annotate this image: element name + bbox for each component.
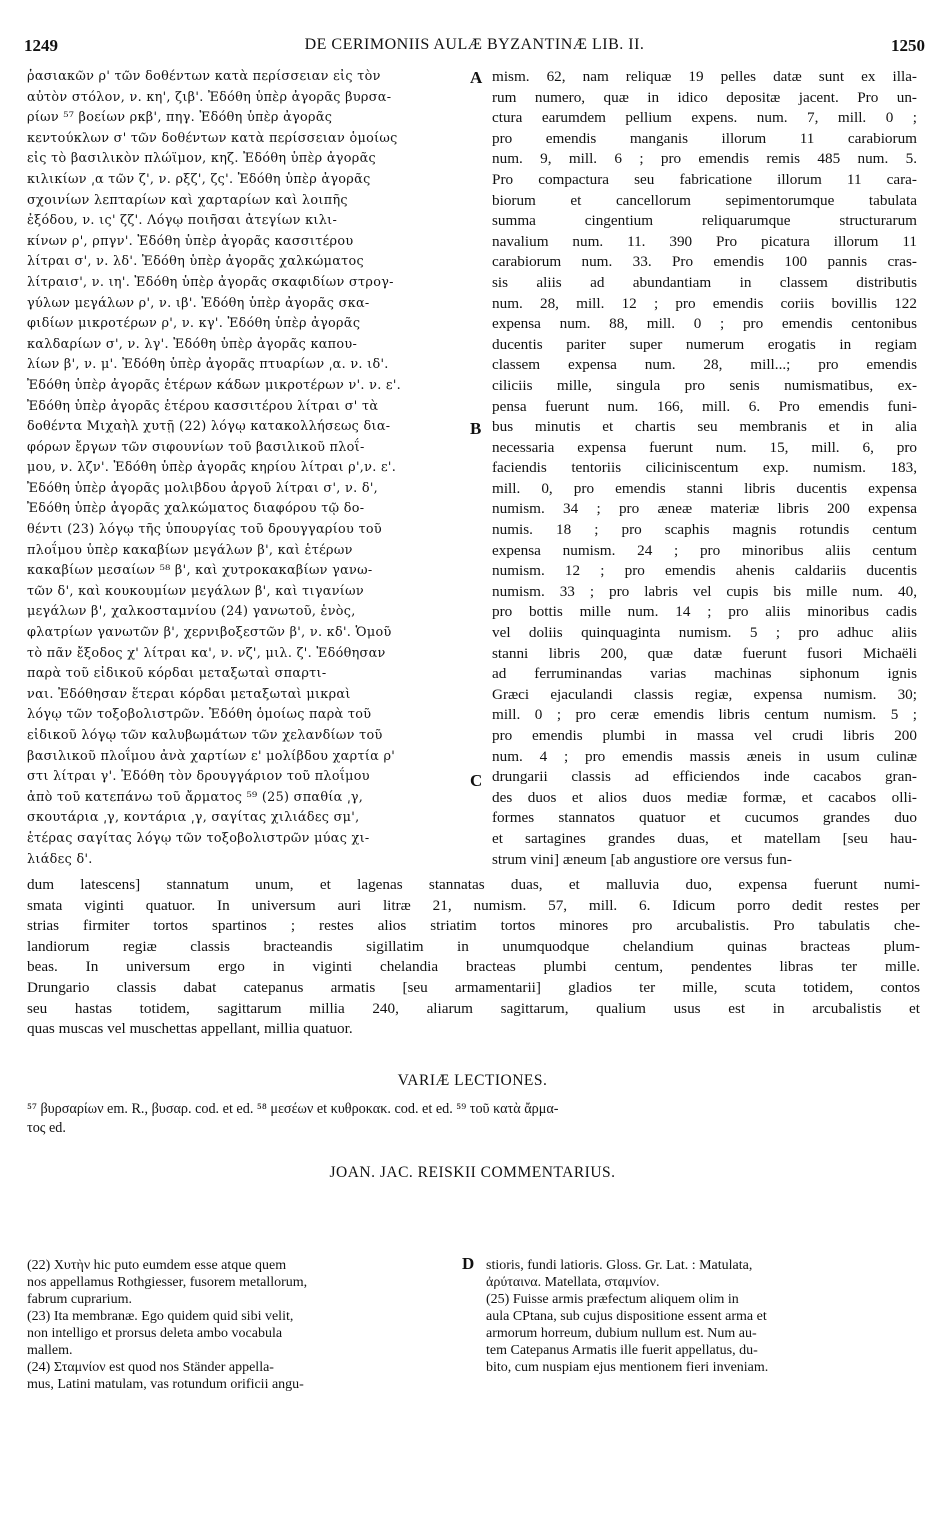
greek-text-line: τὸ πᾶν ἔξοδος χ' λίτραι κα', ν. νζ', μιλ. ζ'. Ἐδόθησαν xyxy=(27,645,386,661)
latin-text-line: mill. 0 ; pro ceræ emendis libris centum numism. 5 ; xyxy=(492,706,917,724)
full-width-text-line: seu hastas totidem, sagittarum millia 240, aliarum sagittarum, qualium usus est in arcubalistis et xyxy=(27,999,920,1017)
latin-text-line: numism. 34 ; pro æneæ materiæ libris 200 expensa xyxy=(492,500,917,518)
latin-text-line: vel doliis quinquaginta numism. 5 ; pro adhuc aliis xyxy=(492,624,917,642)
margin-marker-a: A xyxy=(470,68,483,87)
latin-text-line: classem expensa num. 28, mill...; pro emendis xyxy=(492,356,917,374)
greek-text-line: λίτραισ', ν. ιη'. Ἐδόθη ὑπὲρ ἀγορᾶς σκαφιδίων στρογ- xyxy=(27,274,394,290)
commentary-line: fabrum cuprarium. xyxy=(27,1292,132,1307)
running-header xyxy=(24,36,925,58)
full-width-text-line: dum latescens] stannatum unum, et lagenas stannatas duas, et malluvia duo, expensa fuerunt numi- xyxy=(27,876,920,893)
margin-marker-c: C xyxy=(470,771,483,790)
full-width-text-line: quas muscas vel muschettas appellant, millia quatuor. xyxy=(27,1020,353,1038)
commentary-title: JOAN. JAC. REISKII COMMENTARIUS. xyxy=(329,1164,616,1181)
full-width-text-line: smata viginti quatuor. In universum auri litræ 21, numism. 57, mill. 6. Idicum porro dedit restes per xyxy=(27,896,920,914)
latin-text-line: pro bottis mille num. 14 ; pro aliis minoribus cadis xyxy=(492,603,917,621)
commentary-line: (24) Σταμνίον est quod nos Ständer appella- xyxy=(27,1360,274,1375)
greek-text-line: μεγάλων β', χαλκοσταμνίου (24) γανωτοῦ, ἑνὸς, xyxy=(27,604,356,620)
commentary-line: (25) Fuisse armis præfectum aliquem olim in xyxy=(486,1292,739,1307)
greek-text-line: λίων β', ν. μ'. Ἐδόθη ὑπὲρ ἀγορᾶς πτυαρίων ͵α. ν. ιδ'. xyxy=(27,357,389,373)
full-width-text-line: landiorum regiæ classis bracteandis sigillatim in unumquodque chelandium quinas bracteas plum- xyxy=(27,937,920,955)
latin-text-line: et sartagines grandes duas, et matellam [seu hau- xyxy=(492,829,917,847)
greek-text-line: κίνων ρ', ρπγν'. Ἐδόθη ὑπὲρ ἀγορᾶς κασσιτέρου xyxy=(27,233,354,249)
greek-text-line: φιδίων μικροτέρων ρ', ν. κγ'. Ἐδόθη ὑπὲρ ἀγορᾶς xyxy=(27,316,361,332)
greek-text-line: αὐτὸν στόλον, ν. κη', ζιβ'. Ἐδόθη ὑπὲρ ἀγορᾶς βυρσα- xyxy=(27,89,392,105)
commentary-line: armorum horreum, dubium nullum est. Num au- xyxy=(486,1326,757,1341)
variant-reading-line: τος ed. xyxy=(27,1120,66,1136)
latin-text-line: num. 28, mill. 12 ; pro emendis coriis bovillis 122 xyxy=(492,294,917,312)
greek-text-line: λιάδες δ'. xyxy=(27,851,93,867)
latin-text-line: des duos et alios duos mediæ formæ, et cacabos olli- xyxy=(492,788,917,806)
latin-text-line: ciliciis mille, singula pro senis numismatibus, ex- xyxy=(492,376,917,394)
latin-full-width-text xyxy=(27,875,920,1040)
greek-text-line: κιλικίων ͵α τῶν ζ', ν. ρξζ', ζς'. Ἐδόθη ὑπὲρ ἀγορᾶς xyxy=(27,171,371,187)
greek-text-line: θέντι (23) λόγῳ τῆς ὑπουργίας τοῦ δρουγγαρίου τοῦ xyxy=(27,522,382,538)
running-title: DE CERIMONIIS AULÆ BYZANTINÆ LIB. II. xyxy=(304,36,645,53)
greek-text-line: λίτραι σ', ν. λδ'. Ἐδόθη ὑπὲρ ἀγορᾶς χαλκώματος xyxy=(27,254,364,270)
page-number-left: 1249 xyxy=(24,36,58,55)
commentary-line: mus, Latini matulam, vas rotundum orificii angu- xyxy=(27,1377,304,1392)
variae-lectiones-title: VARIÆ LECTIONES. xyxy=(397,1072,548,1089)
commentary-right-column xyxy=(486,1257,918,1376)
latin-text-line: expensa numism. 24 ; pro minoribus aliis centum xyxy=(492,541,917,559)
latin-text-line: navalium num. 11. 390 Pro picatura illorum 11 xyxy=(492,232,917,250)
commentary-line: aula CPtana, sub cujus dispositione essent arma et xyxy=(486,1309,767,1324)
greek-text-line: δοθέντα Μιχαὴλ χυτῇ (22) λόγῳ κατακολλήσεως δια- xyxy=(27,419,391,435)
latin-text-line: mill. 0, pro emendis stanni libris ducentis expensa xyxy=(492,479,917,497)
commentary-line: stioris, fundi latioris. Gloss. Gr. Lat. : Matulata, xyxy=(486,1258,753,1273)
commentary-line: nos appellamus Rothgiesser, fusorem metallorum, xyxy=(27,1275,308,1290)
greek-text-line: ρίων ⁵⁷ βοείων ρκβ', πηγ. Ἐδόθη ὑπὲρ ἀγορᾶς xyxy=(27,110,333,126)
greek-text-line: Ἐδόθη ὑπὲρ ἀγορᾶς ἑτέρου κασσιτέρου λίτραι σ' τὰ xyxy=(27,398,379,414)
margin-marker-d: D xyxy=(462,1254,475,1273)
greek-text-line: ῥασιακῶν ρ' τῶν δοθέντων κατὰ περίσσειαν εἰς τὸν xyxy=(27,69,381,84)
latin-text-line: sis aliis ad abundantiam in classem distributis xyxy=(492,273,917,291)
margin-marker-b: B xyxy=(470,419,482,438)
greek-text-line: μου, ν. λζν'. Ἐδόθη ὑπὲρ ἀγορᾶς κηρίου λίτραι ρ',ν. ε'. xyxy=(27,460,397,476)
variae-lectiones-notes xyxy=(27,1100,920,1138)
commentary-line: tem Catepanus Armatis ille fuerit appellatus, du- xyxy=(486,1343,758,1358)
latin-text-line: rum numero, quæ in idico depositæ jacent. Pro un- xyxy=(492,88,917,106)
greek-text-line: κεντούκλων σ' τῶν δοθέντων κατὰ περίσσειαν ὁμοίως xyxy=(27,130,398,146)
latin-text-line: formes stannatos quatuor et cucumos grandes duo xyxy=(492,809,917,827)
latin-text-line: carabiorum num. 33. Pro emendis 100 pannis cras- xyxy=(492,253,917,271)
latin-text-line: faciendis tentoriis ciliciniscentum exp. numism. 183, xyxy=(492,459,917,477)
greek-text-line: κακαβίων μεσαίων ⁵⁸ β', καὶ χυτροκακαβίων γανω- xyxy=(27,563,373,579)
commentary-line: (23) Ita membranæ. Ego quidem quid sibi velit, xyxy=(27,1309,294,1324)
latin-text-line: pensa fuerunt num. 166, mill. 6. Pro emendis funi- xyxy=(492,397,917,415)
latin-text-line: numism. 33 ; pro labris vel cupis bis mille num. 40, xyxy=(492,582,917,600)
greek-text-line: ἐξόδου, ν. ις' ζζ'. Λόγῳ ποιῆσαι ἀτεγίων κιλι- xyxy=(27,213,338,229)
commentary-line: bito, cum nuspiam ejus mentionem fieri inveniam. xyxy=(486,1360,769,1375)
greek-text-line: Ἐδόθη ὑπὲρ ἀγορᾶς ἑτέρων κάδων μικροτέρων ν'. ν. ε'. xyxy=(27,377,402,393)
greek-text-line: ἀπὸ τοῦ κατεπάνω τοῦ ἄρματος ⁵⁹ (25) σπαθία ͵γ, xyxy=(27,789,364,805)
greek-text-line: σκουτάρια ͵γ, κοντάρια ͵γ, σαγίτας χιλιάδες σμ', xyxy=(27,810,360,826)
greek-text-line: καλδαρίων σ', ν. λγ'. Ἐδόθη ὑπὲρ ἀγορᾶς καπου- xyxy=(27,336,358,352)
latin-text-line: ctura earumdem pellium expens. num. 7, mill. 0 ; xyxy=(492,109,917,127)
commentary-line: mallem. xyxy=(27,1343,73,1358)
latin-text-line: pro emendis plumbi in massa vel crudi libris 200 xyxy=(492,727,917,744)
greek-text-line: Ἐδόθη ὑπὲρ ἀγορᾶς χαλκώματος διαφόρου τῷ δο- xyxy=(27,501,365,517)
latin-text-line: mism. 62, nam reliquæ 19 pelles datæ sunt ex illa- xyxy=(492,68,917,85)
greek-text-line: φόρων ἔργων τῶν σιφουνίων τοῦ βασιλικοῦ πλοΐ- xyxy=(27,439,365,455)
greek-text-line: Ἐδόθη ὑπὲρ ἀγορᾶς μολιβδου ἀργοῦ λίτραι σ', ν. δ', xyxy=(27,480,379,496)
latin-text-line: Pro compactura seu fabricatione illorum 11 cara- xyxy=(492,170,917,188)
commentary-left-column xyxy=(27,1257,457,1393)
latin-text-line: numism. 12 ; pro emendis ahenis caldariis ducentis xyxy=(492,562,917,580)
full-width-text-line: Drungario classis dabat catepanus armatis [seu armamentarii] gladios ter mille, scuta totidem, contos xyxy=(27,978,920,996)
greek-text-line: σχοινίων λεπταρίων καὶ χαρταρίων καὶ λοιπῆς xyxy=(27,192,348,208)
commentary-line: ἀρύταινα. Matellata, σταμνίον. xyxy=(486,1275,660,1290)
full-width-text-line: beas. In universum ergo in viginti chelandia bracteas plumbi centum, pendentes libras ter mille. xyxy=(27,958,920,976)
full-width-text-line: strias firmiter tortos spartinos ; restes alios striatim tortos minores pro arcubalistis. Pro tabulatis che- xyxy=(27,917,920,935)
latin-text-column xyxy=(492,67,917,870)
latin-text-line: num. 9, mill. 6 ; pro emendis remis 485 num. 5. xyxy=(492,150,917,168)
latin-text-line: necessaria expensa fuerunt num. 15, mill. 6, pro xyxy=(492,438,917,456)
greek-text-line: εἰς τὸ βασιλικὸν πλώϊμον, κηζ. Ἐδόθη ὑπὲρ ἀγορᾶς xyxy=(27,151,376,167)
latin-text-line: num. 4 ; pro emendis massis æneis in usum culinæ xyxy=(492,747,917,765)
latin-text-line: strum vini] æneum [ab angustiore ore versus fun- xyxy=(492,850,792,868)
greek-text-line: γύλων μεγάλων ρ', ν. ιβ'. Ἐδόθη ὑπὲρ ἀγορᾶς σκα- xyxy=(27,295,370,311)
greek-text-line: λόγῳ τῶν τοξοβολιστρῶν. Ἐδόθη ὁμοίως παρὰ τοῦ xyxy=(27,707,372,723)
latin-text-line: drungarii classis ad efficiendos inde cacabos gran- xyxy=(492,768,917,786)
latin-text-line: pro emendis manganis illorum 11 carabiorum xyxy=(492,129,917,147)
greek-text-line: φλατρίων γανωτῶν β', χερνιβοξεστῶν β', ν. κδ'. Ὁμοῦ xyxy=(27,625,392,641)
greek-text-line: ναι. Ἐδόθησαν ἕτεραι κόρδαι μεταξωταὶ μικραὶ xyxy=(27,686,351,702)
greek-text-line: παρὰ τοῦ εἰδικοῦ κόρδαι μεταξωταὶ σπαρτι- xyxy=(27,666,327,682)
latin-text-line: numis. 18 ; pro scaphis magnis rotundis centum xyxy=(492,521,917,539)
latin-text-line: biorum et cancellorum sepimentorumque tabulata xyxy=(492,191,917,209)
latin-text-line: Græci ejaculandi classis regiæ, expensa numism. 30; xyxy=(492,685,917,703)
latin-text-line: summa cingentium reliquarumque structurarum xyxy=(492,212,917,230)
greek-text-line: τῶν δ', καὶ κουκουμίων μεγάλων β', καὶ τιγανίων xyxy=(27,583,364,599)
page-number-right: 1250 xyxy=(891,36,925,55)
variant-reading-line: ⁵⁷ βυρσαρίων em. R., βυσαρ. cod. et ed. ⁵⁸ μεσέων et κυθροκακ. cod. et ed. ⁵⁹ τοῦ κατὰ ἄρμα- xyxy=(27,1101,559,1117)
latin-text-line: ducentis pariter super numerum erogatis in regiam xyxy=(492,335,917,353)
commentary-line: non intelligo et prorsus deleta ambo vocabula xyxy=(27,1326,283,1341)
latin-text-line: expensa num. 88, mill. 0 ; pro emendis centonibus xyxy=(492,315,917,333)
greek-text-line: στι λίτραι γ'. Ἐδόθη τὸν δρουγγάριον τοῦ πλοΐμου xyxy=(27,769,370,785)
greek-text-column xyxy=(27,67,467,870)
latin-text-line: ad ferruminandas varias machinas siphonum ignis xyxy=(492,665,917,683)
greek-text-line: ἑτέρας σαγίτας λόγῳ τῶν τοξοβολιστρῶν μύας χι- xyxy=(27,830,370,846)
greek-text-line: εἰδικοῦ λόγῳ τῶν καλυβωμάτων τῶν χελανδίων τοῦ xyxy=(27,728,383,743)
latin-text-line: stanni libris 200, quæ datæ fuerunt fusori Michaëli xyxy=(492,644,917,662)
greek-text-line: πλοΐμου ὑπὲρ κακαβίων μεγάλων β', καὶ ἑτέρων xyxy=(27,542,353,558)
commentary-line: (22) Χυτὴν hic puto eumdem esse atque quem xyxy=(27,1258,287,1273)
latin-text-line: bus minutis et chartis seu membranis et in alia xyxy=(492,418,917,436)
greek-text-line: βασιλικοῦ πλοΐμου ἀνὰ χαρτίων ε' μολίβδου χαρτία ρ' xyxy=(27,748,396,764)
